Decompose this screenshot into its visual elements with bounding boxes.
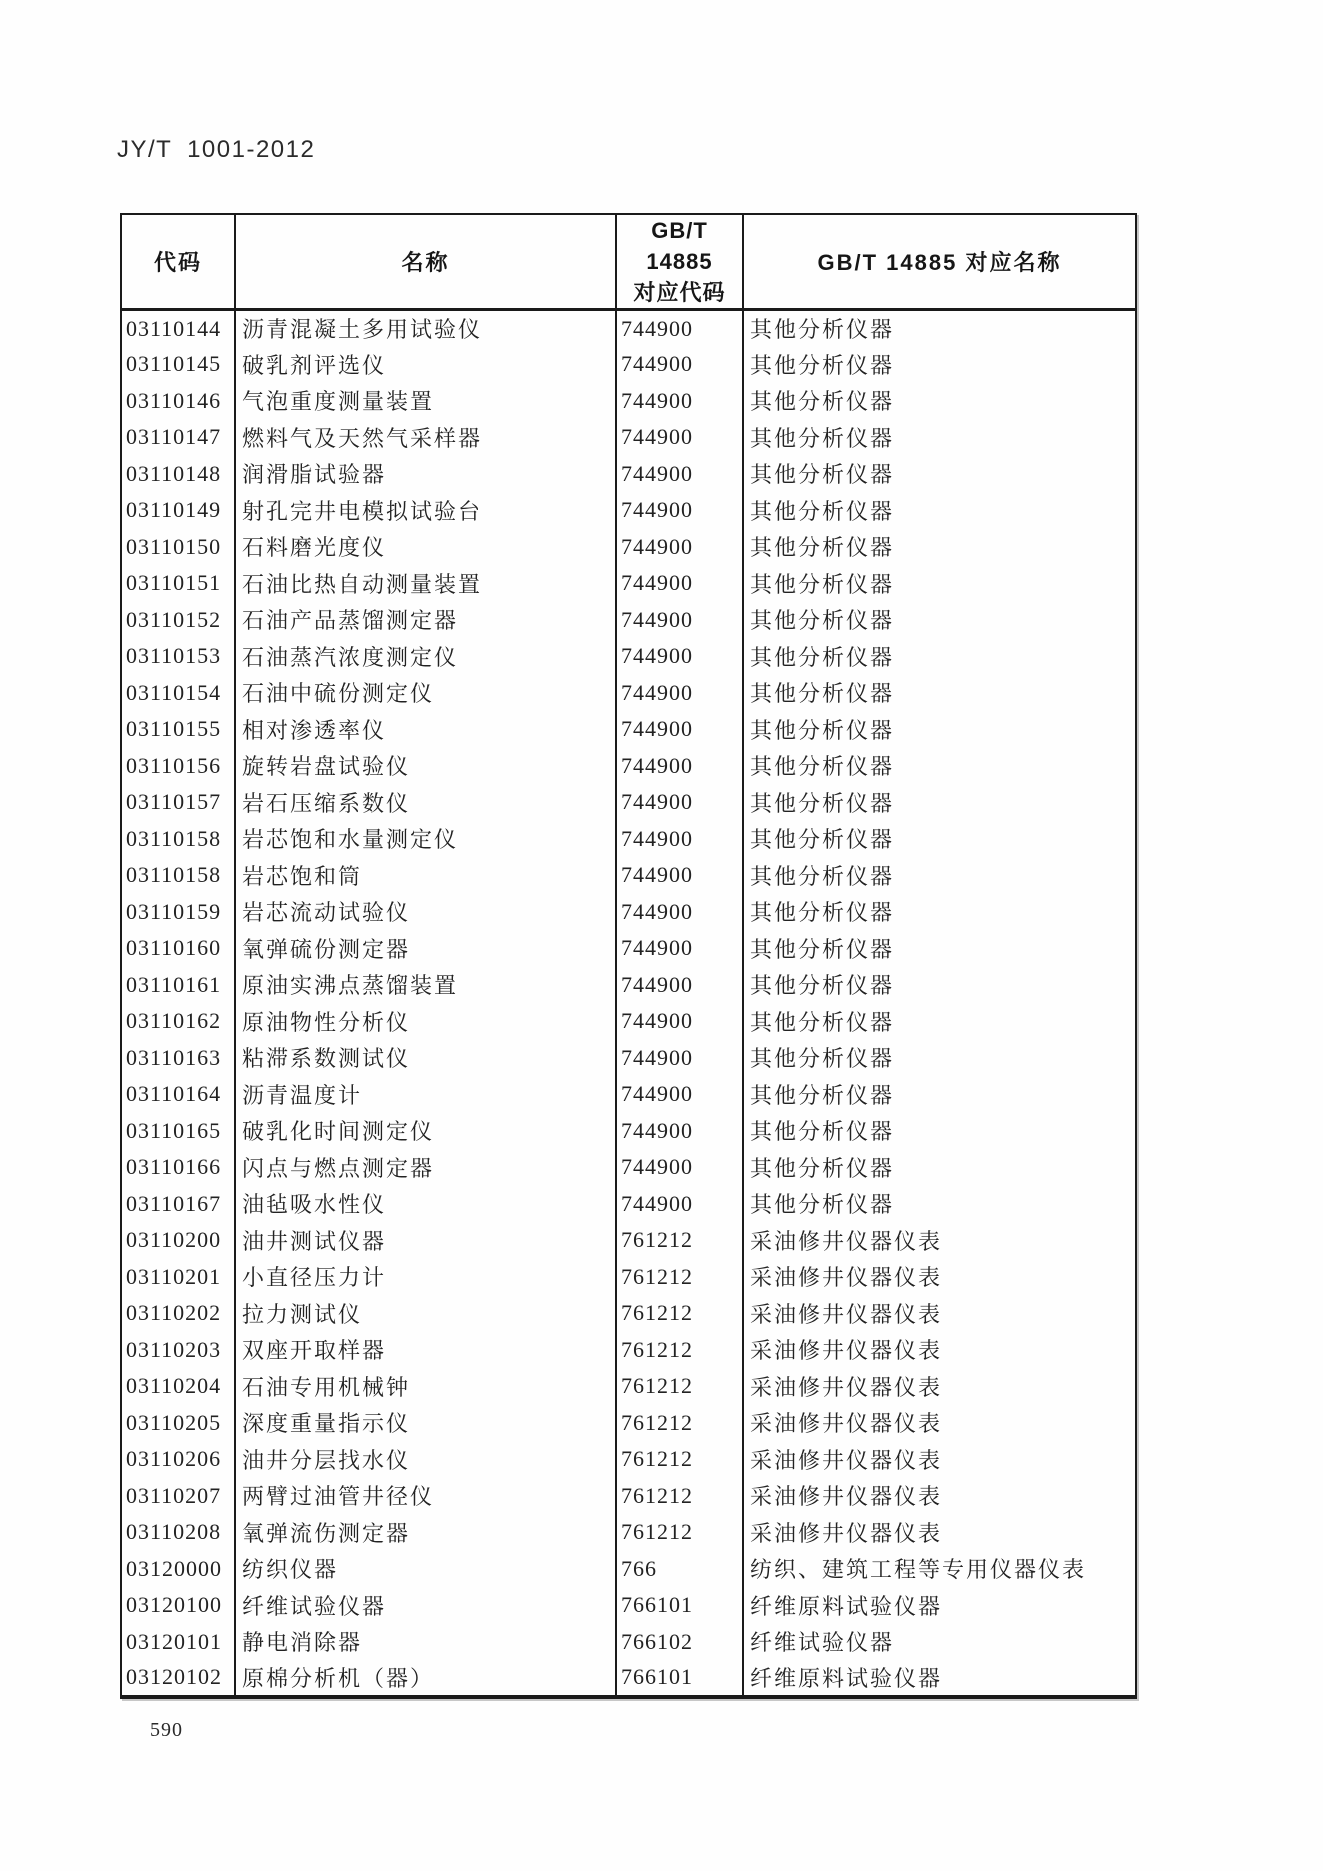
gbt-code-cell: 744900 xyxy=(616,930,743,967)
gbt-name-cell: 其他分析仪器 xyxy=(750,1155,895,1181)
gbt-code-cell: 761212 xyxy=(616,1478,743,1515)
gbt-name-cell: 其他分析仪器 xyxy=(750,535,895,561)
table-row xyxy=(121,419,1136,456)
gbt-name-cell: 其他分析仪器 xyxy=(750,389,895,415)
table-header xyxy=(121,214,1136,310)
gbt-name-cell: 采油修井仪器仪表 xyxy=(750,1374,943,1400)
name-cell: 润滑脂试验器 xyxy=(235,456,616,493)
table-row xyxy=(121,565,1136,602)
code-cell: 03110146 xyxy=(121,383,235,420)
gbt-code-cell: 744900 xyxy=(616,346,743,383)
table-row xyxy=(121,1624,1136,1661)
gbt-name-cell: 其他分析仪器 xyxy=(750,1192,895,1218)
table-row xyxy=(121,383,1136,420)
table-row xyxy=(121,748,1136,785)
name-cell: 射孔完井电模拟试验台 xyxy=(235,492,616,529)
name-cell: 燃料气及天然气采样器 xyxy=(235,419,616,456)
gbt-name-cell: 其他分析仪器 xyxy=(750,644,895,670)
code-cell: 03110153 xyxy=(121,638,235,675)
gbt-name-cell: 其他分析仪器 xyxy=(750,973,895,999)
gbt-name-cell: 其他分析仪器 xyxy=(750,681,895,707)
code-cell: 03110167 xyxy=(121,1186,235,1223)
name-cell: 岩芯饱和水量测定仪 xyxy=(235,821,616,858)
gbt-name-cell: 其他分析仪器 xyxy=(750,717,895,743)
code-cell: 03110165 xyxy=(121,1113,235,1150)
header-gbt-code-line1: GB/T 14885 xyxy=(646,218,713,274)
gbt-code-cell: 761212 xyxy=(616,1222,743,1259)
table-row xyxy=(121,857,1136,894)
name-cell: 沥青混凝土多用试验仪 xyxy=(235,310,616,347)
table-row xyxy=(121,784,1136,821)
table-row xyxy=(121,675,1136,712)
name-cell: 原油实沸点蒸馏装置 xyxy=(235,967,616,1004)
gbt-code-cell: 744900 xyxy=(616,456,743,493)
code-cell: 03110152 xyxy=(121,602,235,639)
doc-code: JY/T 1001-2012 xyxy=(117,136,316,163)
name-cell: 岩芯流动试验仪 xyxy=(235,894,616,931)
gbt-name-cell: 采油修井仪器仪表 xyxy=(750,1228,943,1254)
table-row xyxy=(121,1003,1136,1040)
gbt-code-cell: 744900 xyxy=(616,1076,743,1113)
gbt-name-cell: 纺织、建筑工程等专用仪器仪表 xyxy=(750,1557,1087,1583)
code-cell: 03110203 xyxy=(121,1332,235,1369)
gbt-name-cell: 其他分析仪器 xyxy=(750,462,895,488)
gbt-code-cell: 744900 xyxy=(616,894,743,931)
code-cell: 03110205 xyxy=(121,1405,235,1442)
code-cell: 03110151 xyxy=(121,565,235,602)
table-row xyxy=(121,821,1136,858)
name-cell: 拉力测试仪 xyxy=(235,1295,616,1332)
code-cell: 03110162 xyxy=(121,1003,235,1040)
code-cell: 03110157 xyxy=(121,784,235,821)
code-cell: 03110202 xyxy=(121,1295,235,1332)
table-row xyxy=(121,1149,1136,1186)
table-row xyxy=(121,1295,1136,1332)
gbt-name-cell: 纤维原料试验仪器 xyxy=(750,1593,943,1619)
name-cell: 深度重量指示仪 xyxy=(235,1405,616,1442)
name-cell: 石油专用机械钟 xyxy=(235,1368,616,1405)
gbt-code-cell: 744900 xyxy=(616,784,743,821)
name-cell: 纺织仪器 xyxy=(235,1551,616,1588)
gbt-code-cell: 761212 xyxy=(616,1332,743,1369)
page-number: 590 xyxy=(150,1719,183,1741)
gbt-name-cell: 其他分析仪器 xyxy=(750,827,895,853)
table-row xyxy=(121,1405,1136,1442)
gbt-code-cell: 761212 xyxy=(616,1295,743,1332)
header-gbt-name: GB/T 14885 对应名称 xyxy=(743,214,1136,310)
code-cell: 03110164 xyxy=(121,1076,235,1113)
code-cell: 03110160 xyxy=(121,930,235,967)
gbt-code-cell: 761212 xyxy=(616,1405,743,1442)
code-cell: 03110145 xyxy=(121,346,235,383)
gbt-name-cell: 采油修井仪器仪表 xyxy=(750,1411,943,1437)
code-cell: 03120101 xyxy=(121,1624,235,1661)
code-cell: 03110154 xyxy=(121,675,235,712)
gbt-code-cell: 761212 xyxy=(616,1368,743,1405)
gbt-name-cell: 其他分析仪器 xyxy=(750,425,895,451)
name-cell: 油井分层找水仪 xyxy=(235,1441,616,1478)
table-row xyxy=(121,1551,1136,1588)
gbt-name-cell: 其他分析仪器 xyxy=(750,498,895,524)
gbt-code-cell: 761212 xyxy=(616,1441,743,1478)
gbt-code-cell: 766101 xyxy=(616,1587,743,1624)
name-cell: 原油物性分析仪 xyxy=(235,1003,616,1040)
name-cell: 粘滞系数测试仪 xyxy=(235,1040,616,1077)
table-row xyxy=(121,529,1136,566)
code-cell: 03110149 xyxy=(121,492,235,529)
code-cell: 03110158 xyxy=(121,857,235,894)
name-cell: 沥青温度计 xyxy=(235,1076,616,1113)
code-cell: 03110200 xyxy=(121,1222,235,1259)
table-row xyxy=(121,492,1136,529)
gbt-code-cell: 744900 xyxy=(616,967,743,1004)
code-cell: 03110147 xyxy=(121,419,235,456)
table-row xyxy=(121,1332,1136,1369)
name-cell: 石油比热自动测量装置 xyxy=(235,565,616,602)
table-row xyxy=(121,967,1136,1004)
code-mapping-table xyxy=(120,213,1137,1699)
table-row xyxy=(121,346,1136,383)
header-gbt-code xyxy=(616,214,743,310)
name-cell: 石油蒸汽浓度测定仪 xyxy=(235,638,616,675)
table-row xyxy=(121,930,1136,967)
gbt-code-cell: 761212 xyxy=(616,1259,743,1296)
code-cell: 03110204 xyxy=(121,1368,235,1405)
gbt-name-cell: 其他分析仪器 xyxy=(750,863,895,889)
gbt-code-cell: 766 xyxy=(616,1551,743,1588)
gbt-code-cell: 744900 xyxy=(616,1113,743,1150)
name-cell: 岩芯饱和筒 xyxy=(235,857,616,894)
code-cell: 03110208 xyxy=(121,1514,235,1551)
code-cell: 03110163 xyxy=(121,1040,235,1077)
gbt-name-cell: 其他分析仪器 xyxy=(750,936,895,962)
code-cell: 03110156 xyxy=(121,748,235,785)
name-cell: 油井测试仪器 xyxy=(235,1222,616,1259)
name-cell: 旋转岩盘试验仪 xyxy=(235,748,616,785)
gbt-name-cell: 采油修井仪器仪表 xyxy=(750,1484,943,1510)
code-cell: 03110159 xyxy=(121,894,235,931)
table-row xyxy=(121,1040,1136,1077)
code-cell: 03120000 xyxy=(121,1551,235,1588)
code-cell: 03110155 xyxy=(121,711,235,748)
name-cell: 破乳化时间测定仪 xyxy=(235,1113,616,1150)
gbt-code-cell: 744900 xyxy=(616,492,743,529)
gbt-name-cell: 其他分析仪器 xyxy=(750,754,895,780)
gbt-name-cell: 其他分析仪器 xyxy=(750,1009,895,1035)
gbt-name-cell: 其他分析仪器 xyxy=(750,1082,895,1108)
table-row xyxy=(121,1222,1136,1259)
name-cell: 石料磨光度仪 xyxy=(235,529,616,566)
name-cell: 静电消除器 xyxy=(235,1624,616,1661)
code-cell: 03110206 xyxy=(121,1441,235,1478)
gbt-code-cell: 744900 xyxy=(616,1149,743,1186)
name-cell: 破乳剂评选仪 xyxy=(235,346,616,383)
gbt-name-cell: 其他分析仪器 xyxy=(750,352,895,378)
name-cell: 气泡重度测量装置 xyxy=(235,383,616,420)
gbt-code-cell: 761212 xyxy=(616,1514,743,1551)
gbt-name-cell: 其他分析仪器 xyxy=(750,1119,895,1145)
code-cell: 03120102 xyxy=(121,1660,235,1697)
table-row xyxy=(121,456,1136,493)
gbt-code-cell: 744900 xyxy=(616,675,743,712)
table-row xyxy=(121,1514,1136,1551)
code-cell: 03110150 xyxy=(121,529,235,566)
header-gbt-code-line2: 对应代码 xyxy=(633,280,726,305)
gbt-code-cell: 744900 xyxy=(616,529,743,566)
code-cell: 03120100 xyxy=(121,1587,235,1624)
table-row xyxy=(121,1441,1136,1478)
table-row xyxy=(121,1587,1136,1624)
table-row xyxy=(121,711,1136,748)
name-cell: 纤维试验仪器 xyxy=(235,1587,616,1624)
gbt-code-cell: 744900 xyxy=(616,602,743,639)
table-row xyxy=(121,310,1136,347)
header-code: 代码 xyxy=(121,214,235,310)
table-row xyxy=(121,1259,1136,1296)
name-cell: 石油中硫份测定仪 xyxy=(235,675,616,712)
code-cell: 03110201 xyxy=(121,1259,235,1296)
gbt-code-cell: 744900 xyxy=(616,419,743,456)
gbt-name-cell: 其他分析仪器 xyxy=(750,900,895,926)
table-row xyxy=(121,602,1136,639)
table-row xyxy=(121,1076,1136,1113)
name-cell: 氧弹硫份测定器 xyxy=(235,930,616,967)
gbt-code-cell: 744900 xyxy=(616,857,743,894)
gbt-code-cell: 744900 xyxy=(616,748,743,785)
gbt-code-cell: 744900 xyxy=(616,1003,743,1040)
gbt-name-cell: 其他分析仪器 xyxy=(750,790,895,816)
header-name: 名称 xyxy=(235,214,616,310)
gbt-code-cell: 744900 xyxy=(616,310,743,347)
name-cell: 原棉分析机（器） xyxy=(235,1660,616,1697)
gbt-code-cell: 744900 xyxy=(616,638,743,675)
table-row xyxy=(121,1113,1136,1150)
gbt-name-cell: 采油修井仪器仪表 xyxy=(750,1520,943,1546)
name-cell: 油毡吸水性仪 xyxy=(235,1186,616,1223)
table-body xyxy=(121,310,1136,1697)
table-row xyxy=(121,1186,1136,1223)
gbt-code-cell: 766102 xyxy=(616,1624,743,1661)
name-cell: 闪点与燃点测定器 xyxy=(235,1149,616,1186)
gbt-code-cell: 766101 xyxy=(616,1660,743,1697)
name-cell: 石油产品蒸馏测定器 xyxy=(235,602,616,639)
gbt-name-cell: 采油修井仪器仪表 xyxy=(750,1301,943,1327)
gbt-name-cell: 纤维试验仪器 xyxy=(750,1630,895,1656)
gbt-code-cell: 744900 xyxy=(616,383,743,420)
name-cell: 双座开取样器 xyxy=(235,1332,616,1369)
gbt-name-cell: 其他分析仪器 xyxy=(750,571,895,597)
gbt-name-cell: 采油修井仪器仪表 xyxy=(750,1447,943,1473)
gbt-name-cell: 其他分析仪器 xyxy=(750,1046,895,1072)
gbt-name-cell: 其他分析仪器 xyxy=(750,608,895,634)
gbt-code-cell: 744900 xyxy=(616,711,743,748)
code-cell: 03110166 xyxy=(121,1149,235,1186)
gbt-name-cell: 纤维原料试验仪器 xyxy=(750,1665,943,1691)
table-row xyxy=(121,1368,1136,1405)
code-cell: 03110158 xyxy=(121,821,235,858)
name-cell: 氧弹流伤测定器 xyxy=(235,1514,616,1551)
code-cell: 03110161 xyxy=(121,967,235,1004)
code-cell: 03110144 xyxy=(121,310,235,347)
gbt-name-cell: 采油修井仪器仪表 xyxy=(750,1338,943,1364)
table-row xyxy=(121,894,1136,931)
header-row xyxy=(121,214,1136,310)
gbt-name-cell: 其他分析仪器 xyxy=(750,317,895,342)
name-cell: 岩石压缩系数仪 xyxy=(235,784,616,821)
gbt-code-cell: 744900 xyxy=(616,1186,743,1223)
gbt-name-cell: 采油修井仪器仪表 xyxy=(750,1265,943,1291)
code-cell: 03110207 xyxy=(121,1478,235,1515)
gbt-code-cell: 744900 xyxy=(616,565,743,602)
gbt-code-cell: 744900 xyxy=(616,821,743,858)
name-cell: 两臂过油管井径仪 xyxy=(235,1478,616,1515)
code-cell: 03110148 xyxy=(121,456,235,493)
name-cell: 小直径压力计 xyxy=(235,1259,616,1296)
table-row xyxy=(121,1478,1136,1515)
name-cell: 相对渗透率仪 xyxy=(235,711,616,748)
gbt-code-cell: 744900 xyxy=(616,1040,743,1077)
table-row xyxy=(121,638,1136,675)
table-row xyxy=(121,1660,1136,1697)
